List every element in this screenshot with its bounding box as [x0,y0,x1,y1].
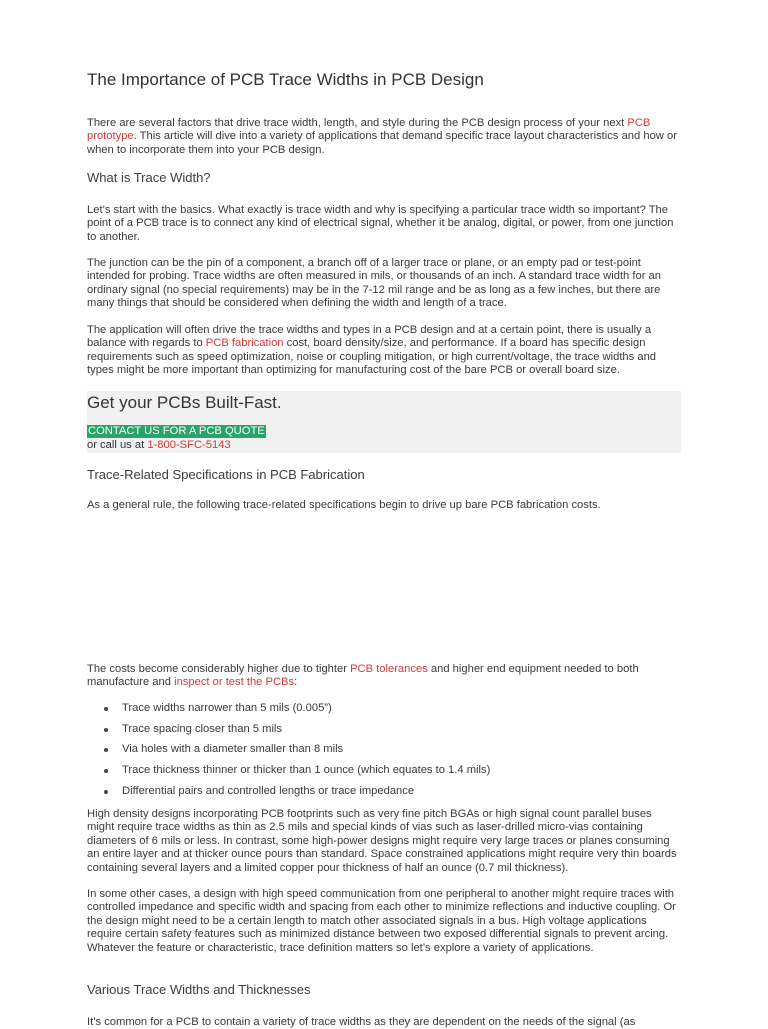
list-item [87,764,681,785]
list-item [87,723,681,744]
bullet-icon [104,748,108,752]
phone-link[interactable]: 1-800-SFC-5143 [147,439,231,451]
call-us-line [87,439,231,452]
intro-paragraph [87,117,681,157]
page-title: The Importance of PCB Trace Widths in PCB Design [87,70,484,89]
paragraph-junction: The junction can be the pin of a component, a branch off of a larger trace or plane, or an empty pad or test-point intended for probing. Trace widths are often measured in mils, or thousands of an inch. A standard trace width for an ordinary signal (no special requirements) may be in the 7-12 mil range and be as long as a few inches, but there are many things that should be considered when defining the width and length of a trace. [87,257,661,310]
pcb-tolerances-link[interactable]: PCB tolerances [350,663,428,675]
paragraph-costs [87,663,681,690]
intro-text-1: There are several factors that drive trace width, length, and style during the PCB design process of your next [87,117,628,129]
paragraph-common-widths: It’s common for a PCB to contain a variety of trace widths as they are dependent on the needs of the signal (as [87,1016,636,1028]
list-item-text: Trace widths narrower than 5 mils (0.005”) [122,702,332,714]
list-item [87,702,681,723]
paragraph-high-density: High density designs incorporating PCB footprints such as very fine pitch BGAs or high signal count parallel buses might require trace widths as thin as 2.5 mils and special kinds of vias such as laser-drilled micro-vias containing diameters of 6 mils or less. In contrast, some high-power designs might require very large traces or planes consuming an entire layer and at thicker ounce pours than standard. Space constrained applications might require very thin boards containing several layers and a limited copper pour thickness of half an ounce (0.7 mil thickness). [87,808,677,874]
inspect-test-link[interactable]: inspect or test the PCBs [174,676,295,689]
call-prefix: or call us at [87,439,148,451]
costs-text-2: and higher end equipment needed to both manufacture and [87,663,639,689]
costs-text-3: : [294,676,298,689]
costs-text-1: The costs become considerably higher due to tighter [87,663,351,675]
list-item [87,743,681,764]
bullet-icon [104,728,108,732]
cost-drivers-list [87,702,681,805]
list-item [87,785,681,806]
list-item-text: Trace thickness thinner or thicker than 1 ounce (which equates to 1.4 mils) [122,764,491,777]
bullet-icon [104,790,108,794]
section-heading-specifications: Trace-Related Specifications in PCB Fabrication [87,467,365,482]
paragraph-application [87,324,681,378]
paragraph-basics: Let’s start with the basics. What exactly is trace width and why is specifying a particular trace width so important? The point of a PCB trace is to connect any kind of electrical signal, whether it be analog, digital, or power, from one junction to another. [87,204,674,243]
intro-text-2: . This article will dive into a variety of applications that demand specific trace layout characteristics and how or when to incorporate them into your PCB design. [87,130,677,156]
bullet-icon [104,769,108,773]
quote-cta-box [87,391,681,453]
section-heading-trace-width: What is Trace Width? [87,170,211,185]
pcb-fabrication-link[interactable]: PCB fabrication [205,337,284,350]
bullet-icon [104,707,108,711]
section-heading-widths-thicknesses: Various Trace Widths and Thicknesses [87,982,311,997]
list-item-text: Via holes with a diameter smaller than 8 mils [122,743,344,756]
pcb-prototype-link[interactable]: PCB prototype [87,117,651,143]
paragraph-general-rule: As a general rule, the following trace-related specifications begin to drive up bare PCB fabrication costs. [87,499,601,511]
application-text-2: cost, board density/size, and performance. If a board has specific design requirements such as speed optimization, noise or coupling mitigation, or high current/voltage, the trace widths and types might be more important than optimizing for manufacturing cost of the bare PCB or overall board size. [87,337,657,377]
application-text-1: The application will often drive the trace widths and types in a PCB design and at a certain point, there is usually a balance with regards to [87,324,652,350]
contact-quote-button[interactable]: CONTACT US FOR A PCB QUOTE [88,425,265,437]
paragraph-high-speed: In some other cases, a design with high speed communication from one peripheral to another might require traces with controlled impedance and specific width and spacing from each other to minimize reflections and inductive coupling. Or the design might need to be a certain length to match other associated signals in a bus. High voltage applications require certain safety features such as minimized distance between two exposed differential signals to prevent arcing. Whatever the feature or characteristic, trace definition matters so let’s explore a variety of applications. [87,888,676,954]
list-item-text: Trace spacing closer than 5 mils [122,722,283,735]
list-item-text: Differential pairs and controlled lengths or trace impedance [122,784,415,797]
cta-heading: Get your PCBs Built-Fast. [87,393,282,412]
